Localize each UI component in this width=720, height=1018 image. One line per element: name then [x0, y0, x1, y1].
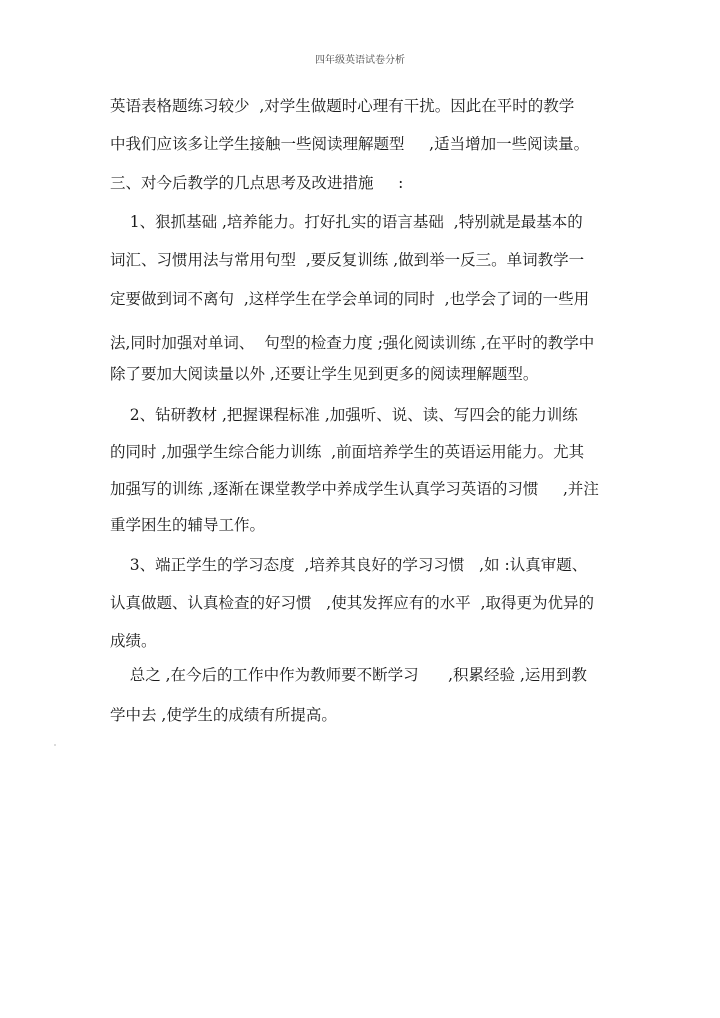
paragraph-line: 1、狠抓基础 ,培养能力。打好扎实的语言基础 ,特别就是最基本的 [110, 213, 583, 231]
paragraph-line: 2、钻研教材 ,把握课程标准 ,加强听、说、读、写四会的能力训练 [110, 406, 578, 424]
paragraph-line: 的同时 ,加强学生综合能力训练 ,前面培养学生的英语运用能力。尤其 [110, 443, 585, 461]
paragraph-line: 重学困生的辅导工作。 [110, 516, 266, 534]
paragraph-line: 词汇、习惯用法与常用句型 ,要反复训练 ,做到举一反三。单词教学一 [110, 251, 585, 269]
page-header: 四年级英语试卷分析 [315, 55, 405, 66]
paragraph-line: 法,同时加强对单词、 句型的检查力度 ;强化阅读训练 ,在平时的教学中 [110, 334, 595, 352]
paragraph-line: 英语表格题练习较少 ,对学生做题时心理有干扰。因此在平时的教学 [110, 97, 575, 115]
paragraph-line: 3、端正学生的学习态度 ,培养其良好的学习习惯 ,如 :认真审题、 [110, 556, 588, 574]
paragraph-line: 学中去 ,使学生的成绩有所提高。 [110, 706, 337, 724]
paragraph-line: 成绩。 [110, 632, 157, 650]
paragraph-line: 认真做题、认真检查的好习惯 ,使其发挥应有的水平 ,取得更为优异的 [110, 594, 594, 612]
section-heading: 三、对今后教学的几点思考及改进措施 : [110, 174, 404, 192]
margin-mark [54, 744, 56, 746]
paragraph-line: 加强写的训练 ,逐渐在课堂教学中养成学生认真学习英语的习惯 ,并注 [110, 480, 599, 498]
paragraph-line: 定要做到词不离句 ,这样学生在学会单词的同时 ,也学会了词的一些用 [110, 290, 590, 308]
paragraph-line: 总之 ,在今后的工作中作为教师要不断学习 ,积累经验 ,运用到教 [110, 666, 587, 684]
paragraph-line: 除了要加大阅读量以外 ,还要让学生见到更多的阅读理解题型。 [110, 365, 539, 383]
paragraph-line: 中我们应该多让学生接触一些阅读理解题型 ,适当增加一些阅读量。 [110, 135, 590, 153]
